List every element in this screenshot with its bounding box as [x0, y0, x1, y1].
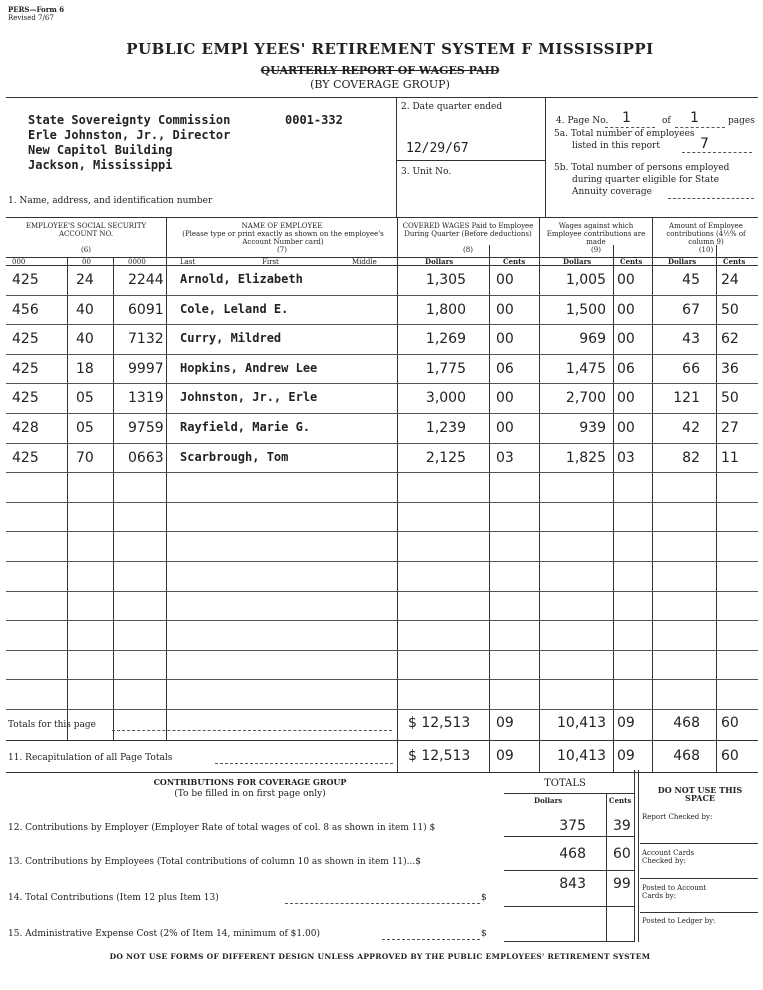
contrib-heading: CONTRIBUTIONS FOR COVERAGE GROUP — [153, 777, 347, 787]
covered-wages-cents: 00 — [496, 331, 514, 347]
wages-cents: 03 — [617, 450, 635, 466]
amount-header: Amount of Employee contributions (4½% of column 9) — [666, 222, 746, 246]
recap-wages-cents: 09 — [617, 748, 635, 764]
ssn-area: 425 — [12, 361, 39, 377]
totals-page-covered-dollars: $ 12,513 — [408, 715, 471, 731]
contrib-cents-label: Cents — [609, 796, 632, 805]
item13-label: 13. Contributions by Employees (Total contributions of column 10 as shown in item 11)...$ — [8, 857, 421, 867]
ssn-serial: 2244 — [128, 272, 164, 288]
employer-name: State Sovereignty Commission — [28, 113, 231, 127]
page-of-label: of — [662, 116, 671, 126]
item14-label: 14. Total Contributions (Item 12 plus Item 13) — [8, 893, 219, 903]
ssn-area: 428 — [12, 420, 39, 436]
wages-dollars: 2,700 — [565, 390, 606, 406]
ssn-group: 70 — [76, 450, 94, 466]
wages-cents: 00 — [617, 331, 635, 347]
ssn-header-no: (6) — [81, 246, 91, 254]
amount-dollars: 82 — [682, 450, 700, 466]
unit-label: 3. Unit No. — [401, 167, 452, 177]
ssn-group: 24 — [76, 272, 94, 288]
name-last-label: Last — [180, 258, 196, 266]
office-account-cards: Account Cards Checked by: — [642, 849, 695, 865]
name-first-label: First — [262, 258, 279, 266]
form-revised: Revised 7/67 — [8, 14, 54, 22]
wages-dollars: 1,500 — [565, 302, 606, 318]
ssn-serial: 9997 — [128, 361, 164, 377]
total-employees-label: 5a. Total number of employees — [554, 129, 695, 139]
date-quarter-value: 12/29/67 — [406, 141, 469, 156]
amount-cents: 50 — [721, 302, 739, 318]
contrib-dollars-label: Dollars — [534, 796, 563, 805]
covered-dollars-label: Dollars — [425, 257, 454, 266]
wages-dollars: 969 — [579, 331, 606, 347]
recap-wages-dollars: 10,413 — [557, 748, 606, 764]
covered-wages-dollars: 1,800 — [425, 302, 466, 318]
employer-label: 1. Name, address, and identification number — [8, 196, 213, 206]
ssn-serial: 1319 — [128, 390, 164, 406]
wages-cents: 06 — [617, 361, 635, 377]
wages-header: Wages against which Employee contributions are made — [546, 222, 646, 246]
ssn-group: 05 — [76, 390, 94, 406]
ssn-serial: 0663 — [128, 450, 164, 466]
ssn-sub-b: 00 — [82, 258, 91, 266]
covered-wages-dollars: 2,125 — [425, 450, 466, 466]
date-quarter-label: 2. Date quarter ended — [401, 102, 503, 112]
covered-wages-dollars: 1,239 — [425, 420, 466, 436]
employee-name: Scarbrough, Tom — [180, 450, 289, 464]
employee-name: Cole, Leland E. — [180, 302, 289, 316]
item12-label: 12. Contributions by Employer (Employer Rate of total wages of col. 8 as shown in item 11) $ — [8, 823, 436, 833]
item12-cents: 39 — [613, 818, 631, 834]
totals-page-wages-cents: 09 — [617, 715, 635, 731]
item14-dollars: 843 — [559, 876, 586, 892]
name-header-no: (7) — [277, 246, 287, 254]
covered-wages-cents: 03 — [496, 450, 514, 466]
contrib-heading-sub: (To be filled in on first page only) — [174, 789, 326, 799]
wages-dollars: 939 — [579, 420, 606, 436]
office-posted-cards: Posted to Account Cards by: — [642, 884, 707, 900]
wages-dollars: 1,825 — [565, 450, 606, 466]
ssn-group: 05 — [76, 420, 94, 436]
wages-header-no: (9) — [591, 246, 601, 254]
employee-name: Rayfield, Marie G. — [180, 420, 311, 434]
ssn-area: 425 — [12, 390, 39, 406]
item12-dollars: 375 — [559, 818, 586, 834]
amount-header-no: (10) — [698, 246, 714, 254]
page-no-value: 1 — [622, 110, 631, 126]
footer-notice: DO NOT USE FORMS OF DIFFERENT DESIGN UNLESS APPROVED BY THE PUBLIC EMPLOYEES' RETIREMENT SYSTEM — [109, 952, 651, 961]
form-subtitle-group: (BY COVERAGE GROUP) — [310, 78, 450, 91]
covered-cents-label: Cents — [503, 257, 526, 266]
item14-cents: 99 — [613, 876, 631, 892]
amount-dollars-label: Dollars — [668, 257, 697, 266]
employer-director: Erle Johnston, Jr., Director — [28, 128, 231, 142]
amount-dollars: 43 — [682, 331, 700, 347]
ssn-area: 425 — [12, 331, 39, 347]
wages-cents: 00 — [617, 390, 635, 406]
covered-wages-dollars: 1,775 — [425, 361, 466, 377]
ssn-header: EMPLOYEE'S SOCIAL SECURITY ACCOUNT NO. — [25, 222, 147, 238]
recap-amount-cents: 60 — [721, 748, 739, 764]
form-id: PERS—Form 6 — [8, 5, 65, 14]
covered-wages-cents: 00 — [496, 420, 514, 436]
totals-page-covered-cents: 09 — [496, 715, 514, 731]
contrib-totals-label: TOTALS — [544, 778, 586, 789]
eligible-label3: Annuity coverage — [572, 187, 652, 197]
item14-dollar-sign: $ — [481, 893, 487, 903]
wages-dollars: 1,475 — [565, 361, 606, 377]
covered-wages-cents: 00 — [496, 390, 514, 406]
covered-wages-dollars: 1,269 — [425, 331, 466, 347]
page-total-value: 1 — [690, 110, 699, 126]
ssn-area: 456 — [12, 302, 39, 318]
eligible-label: 5b. Total number of persons employed — [554, 163, 730, 173]
item15-label: 15. Administrative Expense Cost (2% of Item 14, minimum of $1.00) — [8, 929, 320, 939]
office-report-checked: Report Checked by: — [642, 813, 713, 821]
ssn-area: 425 — [12, 272, 39, 288]
recap-amount-dollars: 468 — [673, 748, 700, 764]
item13-dollars: 468 — [559, 846, 586, 862]
ssn-group: 18 — [76, 361, 94, 377]
ssn-group: 40 — [76, 302, 94, 318]
totals-page-amount-dollars: 468 — [673, 715, 700, 731]
wages-dollars-label: Dollars — [563, 257, 592, 266]
office-posted-ledger: Posted to Ledger by: — [642, 917, 716, 925]
ssn-area: 425 — [12, 450, 39, 466]
recap-label: 11. Recapitulation of all Page Totals — [8, 753, 173, 763]
form-subtitle: QUARTERLY REPORT OF WAGES PAID — [260, 64, 500, 77]
amount-dollars: 121 — [673, 390, 700, 406]
employee-name: Hopkins, Andrew Lee — [180, 361, 318, 375]
amount-cents: 50 — [721, 390, 739, 406]
total-employees-value: 7 — [700, 136, 709, 152]
name-header: NAME OF EMPLOYEE — [241, 222, 323, 230]
eligible-label2: during quarter eligible for State — [572, 175, 720, 185]
total-employees-label2: listed in this report — [572, 141, 660, 151]
amount-cents: 24 — [721, 272, 739, 288]
amount-cents: 36 — [721, 361, 739, 377]
ssn-sub-a: 000 — [12, 258, 26, 266]
wages-dollars: 1,005 — [565, 272, 606, 288]
employer-id: 0001-332 — [285, 113, 343, 127]
employee-name: Curry, Mildred — [180, 331, 282, 345]
totals-page-label: Totals for this page — [8, 720, 96, 730]
employee-name: Arnold, Elizabeth — [180, 272, 303, 286]
amount-dollars: 66 — [682, 361, 700, 377]
item13-cents: 60 — [613, 846, 631, 862]
wages-cents: 00 — [617, 272, 635, 288]
totals-page-amount-cents: 60 — [721, 715, 739, 731]
ssn-group: 40 — [76, 331, 94, 347]
amount-cents: 11 — [721, 450, 739, 466]
recap-covered-dollars: $ 12,513 — [408, 748, 471, 764]
totals-page-wages-dollars: 10,413 — [557, 715, 606, 731]
covered-wages-cents: 00 — [496, 302, 514, 318]
office-heading: DO NOT USE THIS SPACE — [657, 785, 743, 803]
wages-cents-label: Cents — [620, 257, 643, 266]
wages-cents: 00 — [617, 302, 635, 318]
ssn-serial: 6091 — [128, 302, 164, 318]
item15-dollar-sign: $ — [481, 929, 487, 939]
amount-cents-label: Cents — [723, 257, 746, 266]
covered-wages-cents: 00 — [496, 272, 514, 288]
amount-cents: 62 — [721, 331, 739, 347]
amount-dollars: 45 — [682, 272, 700, 288]
amount-dollars: 67 — [682, 302, 700, 318]
name-middle-label: Middle — [352, 258, 377, 266]
covered-header-no: (8) — [463, 246, 473, 254]
employer-address: New Capitol Building — [28, 143, 173, 157]
amount-cents: 27 — [721, 420, 739, 436]
name-header-sub: (Please type or print exactly as shown on the employee's Account Number card) — [182, 230, 384, 246]
ssn-sub-c: 0000 — [128, 258, 146, 266]
form-title: PUBLIC EMPl YEES' RETIREMENT SYSTEM F MISSISSIPPI — [126, 40, 654, 58]
covered-header: COVERED WAGES Paid to Employee During Quarter (Before deductions) — [402, 222, 534, 238]
employer-city: Jackson, Mississippi — [28, 158, 173, 172]
covered-wages-dollars: 1,305 — [425, 272, 466, 288]
employee-name: Johnston, Jr., Erle — [180, 390, 318, 404]
wages-cents: 00 — [617, 420, 635, 436]
covered-wages-dollars: 3,000 — [425, 390, 466, 406]
amount-dollars: 42 — [682, 420, 700, 436]
covered-wages-cents: 06 — [496, 361, 514, 377]
ssn-serial: 7132 — [128, 331, 164, 347]
pages-label: pages — [728, 116, 755, 126]
page-label: 4. Page No. — [556, 116, 609, 126]
recap-covered-cents: 09 — [496, 748, 514, 764]
ssn-serial: 9759 — [128, 420, 164, 436]
